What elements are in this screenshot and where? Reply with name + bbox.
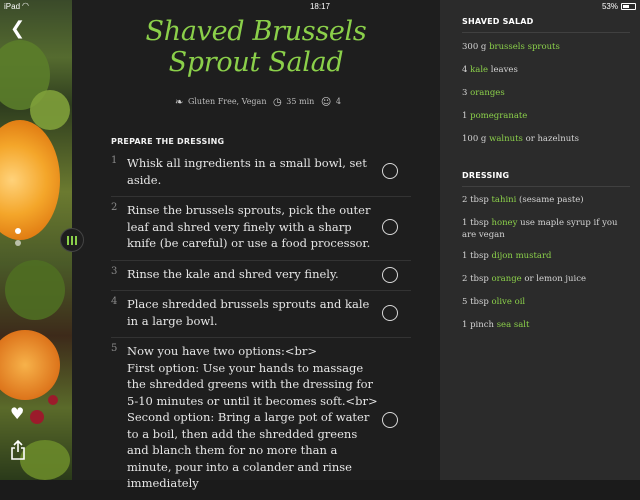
time-label: 35 min: [286, 97, 315, 106]
ingredient-item[interactable]: [462, 320, 628, 332]
steps-list: [111, 150, 411, 500]
ingredient-link[interactable]: sea salt: [496, 320, 530, 330]
title-line: Sprout Salad: [168, 47, 344, 78]
ingredients-panel: [440, 0, 640, 480]
servings-label: 4: [335, 97, 341, 106]
step-text: Now you have two options:<br> First option: Use your hands to massage the shredded greens with the dressing for 5-10 minutes or until it becomes soft.<br> Second option: Bring a large pot of water to a boil, then add the shredded greens and blanch them for no more than a minute, pour into a colander and rinse immediately: [127, 344, 378, 490]
ingredient-item[interactable]: [462, 65, 628, 77]
ingredient-item[interactable]: [462, 218, 628, 241]
salad-heading: SHAVED SALAD: [462, 17, 534, 26]
step-checkbox[interactable]: [382, 412, 398, 428]
leaf-icon: ❧: [175, 97, 184, 108]
ingredient-link[interactable]: tahini: [491, 195, 517, 205]
ingredient-link[interactable]: dijon mustard: [491, 251, 552, 261]
step-checkbox[interactable]: [382, 163, 398, 179]
ingredient-link[interactable]: kale: [470, 65, 489, 75]
ingredient-qty: 3: [462, 88, 471, 98]
step-text: Whisk all ingredients in a small bowl, set aside.: [127, 156, 367, 187]
ingredient-qty: 100 g: [462, 134, 490, 144]
step-item[interactable]: [111, 150, 411, 197]
photo-orange: [0, 120, 60, 240]
ingredient-link[interactable]: olive oil: [491, 297, 526, 307]
like-button[interactable]: [10, 404, 24, 423]
ingredient-note: (sesame paste): [516, 195, 584, 205]
ingredient-note: leaves: [488, 65, 518, 75]
section-heading: PREPARE THE DRESSING: [111, 137, 225, 146]
step-item[interactable]: [111, 338, 411, 500]
dressing-heading: DRESSING: [462, 171, 510, 180]
ingredient-link[interactable]: brussels sprouts: [489, 42, 560, 52]
step-number: 1: [111, 155, 118, 166]
heading-divider: [462, 32, 630, 33]
ingredient-link[interactable]: pomegranate: [470, 111, 528, 121]
ingredient-qty: 2 tbsp: [462, 274, 492, 284]
ingredient-item[interactable]: [462, 274, 628, 286]
step-checkbox[interactable]: [382, 267, 398, 283]
ingredient-qty: 1 tbsp: [462, 251, 492, 261]
step-text: Rinse the brussels sprouts, pick the outer leaf and shred very finely with a sharp knife (be careful) or use a food processor.: [127, 203, 371, 250]
heart-icon: ♥: [10, 404, 25, 423]
battery-fill: [623, 5, 629, 8]
ingredient-qty: 300 g: [462, 42, 490, 52]
ingredient-item[interactable]: [462, 251, 628, 263]
ingredient-link[interactable]: orange: [491, 274, 522, 284]
photo-orange: [0, 330, 60, 400]
step-item[interactable]: [111, 261, 411, 292]
ingredient-qty: 1: [462, 111, 471, 121]
ingredient-item[interactable]: [462, 134, 628, 146]
clock: 18:17: [309, 2, 331, 11]
photo-leaf: [20, 440, 70, 480]
step-checkbox[interactable]: [382, 219, 398, 235]
ingredient-item[interactable]: [462, 88, 628, 100]
recipe-meta: [72, 97, 440, 108]
ingredient-qty: 1 pinch: [462, 320, 497, 330]
ingredient-qty: 1 tbsp: [462, 218, 492, 228]
step-text: Rinse the kale and shred very finely.: [127, 266, 339, 281]
ingredient-item[interactable]: [462, 42, 628, 54]
ingredient-qty: 2 tbsp: [462, 195, 492, 205]
battery-icon: [621, 3, 636, 10]
photo-page-indicator: [15, 228, 21, 252]
page-dot: [15, 240, 21, 246]
ingredient-note: or hazelnuts: [522, 134, 579, 144]
ingredient-link[interactable]: walnuts: [489, 134, 523, 144]
ingredient-link[interactable]: oranges: [470, 88, 505, 98]
carrier-label: iPad: [4, 2, 21, 11]
step-number: 3: [111, 265, 118, 277]
share-icon: [10, 440, 26, 460]
status-bar: [0, 0, 640, 14]
photo-leaf: [5, 260, 65, 320]
clock-icon: ◷: [273, 97, 282, 108]
diet-label: Gluten Free, Vegan: [187, 97, 267, 106]
wifi-icon: ◠: [22, 1, 29, 10]
ingredient-item[interactable]: [462, 195, 628, 207]
ingredient-note: use maple syrup if you are vegan: [462, 218, 618, 240]
photo-pomegranate: [48, 395, 58, 405]
step-number: 5: [111, 343, 118, 354]
ingredient-item[interactable]: [462, 297, 628, 309]
ingredient-qty: 5 tbsp: [462, 297, 492, 307]
people-icon: ☺: [320, 97, 332, 108]
photo-pomegranate: [30, 410, 44, 424]
ingredient-qty: 4: [462, 65, 471, 75]
heading-divider: [462, 186, 630, 187]
step-checkbox[interactable]: [382, 305, 398, 321]
step-number: 4: [111, 296, 118, 307]
drag-handle-icon: [66, 236, 78, 245]
back-button[interactable]: [10, 18, 25, 39]
chevron-left-icon: ❮: [10, 18, 26, 39]
battery-percent: 53%: [601, 2, 618, 11]
step-item[interactable]: [111, 291, 411, 338]
photo-leaf: [30, 90, 70, 130]
share-button[interactable]: [10, 440, 26, 460]
ingredient-item[interactable]: [462, 111, 628, 123]
ingredient-note: or lemon juice: [521, 274, 586, 284]
page-dot: [15, 228, 21, 234]
step-item[interactable]: [111, 197, 411, 261]
ingredient-link[interactable]: honey: [491, 218, 518, 228]
panel-drag-handle[interactable]: [60, 228, 84, 252]
title-line: Shaved Brussels: [145, 16, 367, 47]
recipe-title: [72, 16, 440, 78]
step-text: Place shredded brussels sprouts and kale in a large bowl.: [127, 297, 370, 328]
step-number: 2: [111, 202, 118, 213]
